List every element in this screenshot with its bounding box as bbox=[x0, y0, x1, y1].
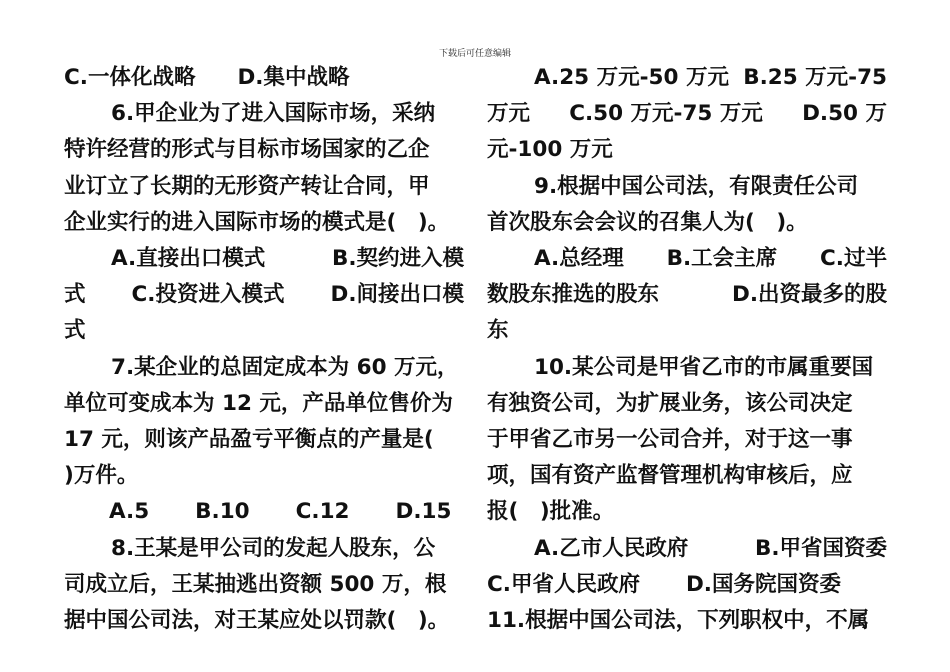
option-b: B.10 bbox=[195, 499, 250, 525]
question-7-line: )万件。 bbox=[64, 463, 139, 489]
question-7-line: 7.某企业的总固定成本为 60 万元， bbox=[111, 354, 459, 380]
option-b: B.25 万元-75 bbox=[743, 65, 887, 90]
option-c: C.投资进入模式 bbox=[131, 282, 285, 308]
question-8 bbox=[64, 531, 464, 640]
option-c: C.一体化战略 bbox=[64, 65, 196, 90]
left-column bbox=[64, 60, 464, 639]
option-d-cont: 式 bbox=[64, 318, 86, 344]
question-10-line: 于甲省乙市另一公司合并，对于这一事 bbox=[487, 427, 853, 453]
question-6-line: 6.甲企业为了进入国际市场，采纳 bbox=[111, 101, 436, 127]
question-8-line: 司成立后，王某抽逃出资额 500 万，根 bbox=[64, 571, 447, 597]
question-6-line: 企业实行的进入国际市场的模式是( )。 bbox=[64, 209, 450, 235]
option-d: D.出资最多的股 bbox=[731, 282, 887, 308]
question-10-line: 报( )批准。 bbox=[487, 499, 615, 525]
option-b: B.甲省国资委 bbox=[754, 535, 887, 561]
question-7-line: 17 元，则该产品盈亏平衡点的产量是( bbox=[64, 427, 434, 453]
option-d: D.国务院国资委 bbox=[685, 571, 841, 597]
question-10-options bbox=[487, 531, 887, 567]
option-b-cont: 式 bbox=[64, 282, 86, 308]
question-6 bbox=[64, 96, 464, 349]
question-8-line: 据中国公司法，对王某应处以罚款( )。 bbox=[64, 608, 450, 634]
question-10-line: 10.某公司是甲省乙市的市属重要国 bbox=[534, 354, 874, 380]
option-a: A.25 万元-50 万元 bbox=[534, 65, 729, 90]
option-d: D.15 bbox=[395, 499, 452, 525]
question-7 bbox=[64, 350, 464, 531]
option-d-cont: 东 bbox=[487, 318, 509, 344]
option-d: D.间接出口模 bbox=[330, 282, 464, 308]
question-11-line: 11.根据中国公司法，下列职权中，不属 bbox=[487, 608, 870, 634]
option-a: A.直接出口模式 bbox=[111, 246, 266, 272]
question-9-line: 9.根据中国公司法，有限责任公司 bbox=[534, 173, 859, 199]
option-d: D.50 万 bbox=[802, 101, 887, 127]
question-6-line: 业订立了长期的无形资产转让合同，甲 bbox=[64, 173, 430, 199]
question-10 bbox=[487, 350, 887, 603]
question-10-options bbox=[487, 567, 887, 603]
question-9-options bbox=[487, 277, 887, 313]
question-9-line: 首次股东会会议的召集人为( )。 bbox=[487, 209, 808, 235]
option-c: C.过半 bbox=[820, 246, 887, 272]
question-8-options-row bbox=[487, 60, 887, 96]
question-9-options bbox=[487, 241, 887, 277]
question-9 bbox=[487, 169, 887, 350]
option-c: C.50 万元-75 万元 bbox=[569, 101, 763, 127]
question-11 bbox=[487, 603, 887, 639]
right-column bbox=[487, 60, 887, 639]
question-6-options bbox=[64, 277, 464, 313]
option-d-cont: 元-100 万元 bbox=[487, 137, 613, 163]
option-b: B.工会主席 bbox=[666, 246, 778, 272]
question-8-options-row bbox=[487, 96, 887, 132]
question-8-options bbox=[487, 60, 887, 169]
option-a: A.乙市人民政府 bbox=[534, 535, 689, 561]
option-c-cont: 数股东推选的股东 bbox=[487, 282, 660, 308]
option-d: D.集中战略 bbox=[237, 65, 350, 90]
option-a: A.总经理 bbox=[534, 246, 624, 272]
question-6-line: 特许经营的形式与目标市场国家的乙企 bbox=[64, 137, 430, 163]
option-b: B.契约进入模 bbox=[331, 246, 464, 272]
question-7-options bbox=[64, 494, 464, 530]
option-c: C.12 bbox=[295, 499, 350, 525]
question-10-line: 项，国有资产监督管理机构审核后，应 bbox=[487, 463, 853, 489]
option-b-cont: 万元 bbox=[487, 101, 531, 127]
page-header: 下载后可任意编辑 bbox=[438, 49, 511, 59]
option-c: C.甲省人民政府 bbox=[487, 571, 640, 597]
question-6-options bbox=[64, 241, 464, 277]
question-8-line: 8.王某是甲公司的发起人股东，公 bbox=[111, 535, 436, 561]
question-7-line: 单位可变成本为 12 元，产品单位售价为 bbox=[64, 390, 453, 416]
prev-question-options bbox=[64, 60, 464, 96]
option-a: A.5 bbox=[109, 499, 150, 525]
question-10-line: 有独资公司，为扩展业务，该公司决定 bbox=[487, 390, 853, 416]
